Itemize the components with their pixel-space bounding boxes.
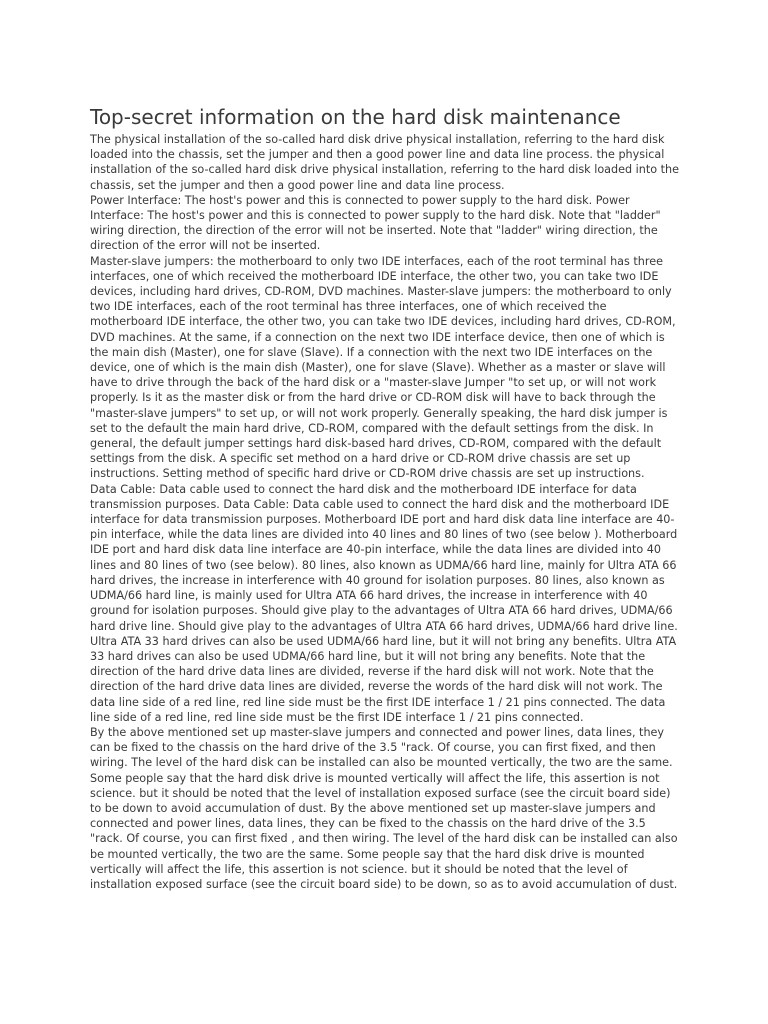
paragraph-mounting: By the above mentioned set up master-slave jumpers and connected and power lines, data lines, they can be fixed to the chassis on the hard drive of the 3.5 "rack. Of course, you can first fixed, and then wiring. The level of the hard disk can be installed can also be mounted vertically, the two are the same. Some people say that the hard disk drive is mounted vertically will affect the life, this assertion is not science. but it should be noted that the level of installation exposed surface (see the circuit board side) to be down to avoid accumulation of dust. By the above mentioned set up master-slave jumpers and connected and power lines, data lines, they can be fixed to the chassis on the hard drive of the 3.5 "rack. Of course, you can first fixed , and then wiring. The level of the hard disk can be installed can also be mounted vertically, the two are the same. Some people say that the hard disk drive is mounted vertically will affect the life, this assertion is not science. but it should be noted that the level of installation exposed surface (see the circuit board side) to be down, so as to avoid accumulation of dust. [90,725,678,891]
paragraph-master-slave-jumpers: Master-slave jumpers: the motherboard to only two IDE interfaces, each of the root terminal has three interfaces, one of which received the motherboard IDE interface, the other two, you can take two IDE devices, including hard drives, CD-ROM, DVD machines. Master-slave jumpers: the motherboard to only two IDE interfaces, each of the root terminal has three interfaces, one of which received the motherboard IDE interface, the other two, you can take two IDE devices, including hard drives, CD-ROM, DVD machines. At the same, if a connection on the next two IDE interface device, then one of which is the main dish (Master), one for slave (Slave). If a connection with the next two IDE interfaces on the device, one of which is the main dish (Master), one for slave (Slave). Whether as a master or slave will have to drive through the back of the hard disk or a "master-slave Jumper "to set up, or will not work properly. Is it as the master disk or from the hard drive or CD-ROM disk will have to back through the "master-slave jumpers" to set up, or will not work properly. Generally speaking, the hard disk jumper is set to the default the main hard drive, CD-ROM, compared with the default settings from the disk. In general, the default jumper settings hard disk-based hard drives, CD-ROM, compared with the default settings from the disk. A specific set method on a hard drive or CD-ROM drive chassis are set up instructions. Setting method of specific hard drive or CD-ROM drive chassis are set up instructions. [90,254,676,481]
document-page [90,104,680,892]
paragraph-physical-installation: The physical installation of the so-called hard disk drive physical installation, referring to the hard disk loaded into the chassis, set the jumper and then a good power line and data line process. the physical installation of the so-called hard disk drive physical installation, referring to the hard disk loaded into the chassis, set the jumper and then a good power line and data line process. [90,133,680,192]
paragraph-data-cable: Data Cable: Data cable used to connect the hard disk and the motherboard IDE interface for data transmission purposes. Data Cable: Data cable used to connect the hard disk and the motherboard IDE interface for data transmission purposes. Motherboard IDE port and hard disk data line interface are 40-pin interface, while the data lines are divided into 40 lines and 80 lines of two (see below ). Motherboard IDE port and hard disk data line interface are 40-pin interface, while the data lines are divided into 40 lines and 80 lines of two (see below). 80 lines, also known as UDMA/66 hard line, mainly for Ultra ATA 66 hard drives, the increase in interference with 40 ground for isolation purposes. 80 lines, also known as UDMA/66 hard line, is mainly used for Ultra ATA 66 hard drives, the increase in interference with 40 ground for isolation purposes. Should give play to the advantages of Ultra ATA 66 hard drives, UDMA/66 hard drive line. Should give play to the advantages of Ultra ATA 66 hard drives, UDMA/66 hard drive line. Ultra ATA 33 hard drives can also be used UDMA/66 hard line, but it will not bring any benefits. Ultra ATA 33 hard drives can also be used UDMA/66 hard line, but it will not bring any benefits. Note that the direction of the hard drive data lines are divided, reverse if the hard disk will not work. Note that the direction of the hard drive data lines are divided, reverse the words of the hard disk will not work. The data line side of a red line, red line side must be the first IDE interface 1 / 21 pins connected. The data line side of a red line, red line side must be the first IDE interface 1 / 21 pins connected. [90,482,678,724]
document-title: Top-secret information on the hard disk maintenance [90,105,621,129]
paragraph-power-interface: Power Interface: The host's power and this is connected to power supply to the hard disk. Power Interface: The host's power and this is connected to power supply to the hard disk. Note that "ladder" wiring direction, the direction of the error will not be inserted. Note that "ladder" wiring direction, the direction of the error will not be inserted. [90,193,661,253]
